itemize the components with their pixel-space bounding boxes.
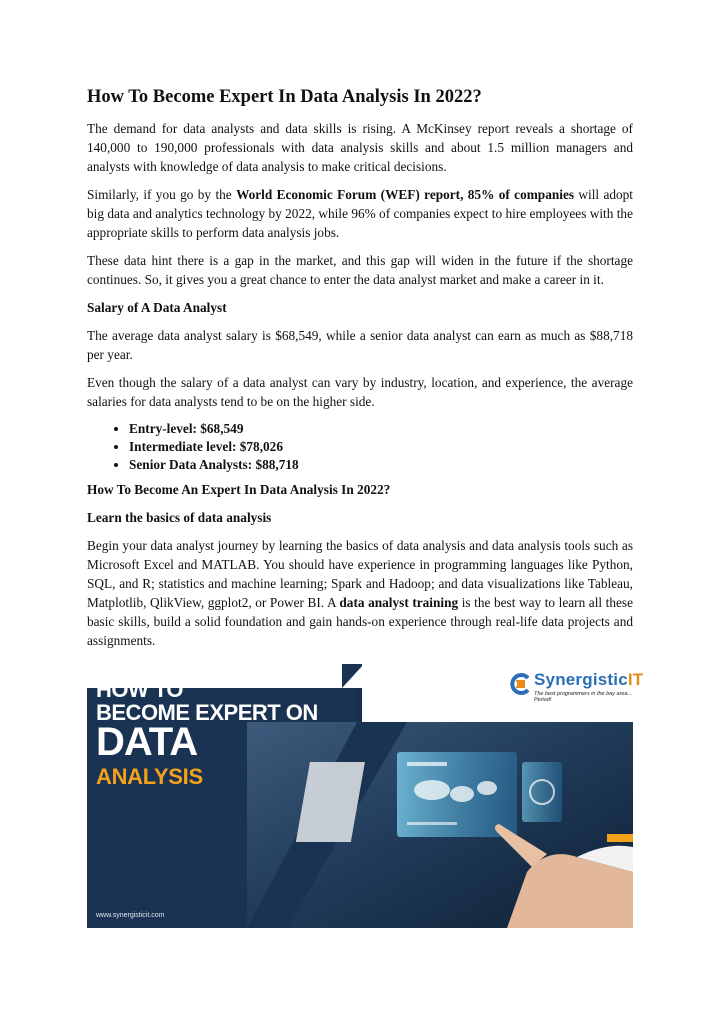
wef-report-bold: World Economic Forum (WEF) report, 85% of companies [236, 187, 575, 203]
banner-line-4: ANALYSIS [96, 764, 203, 789]
banner-line-1: HOW TO [96, 677, 184, 702]
document-body [87, 86, 633, 659]
data-analyst-training-bold: data analyst training [339, 595, 459, 611]
intro-paragraph-2 [87, 185, 633, 242]
salary-paragraph-1: The average data analyst salary is $68,549, while a senior data analyst can earn as much as $88,718 per year. [87, 328, 633, 363]
logo-it: IT [627, 670, 644, 689]
banner-url: www.synergisticit.com [96, 912, 165, 919]
list-item: • Intermediate level: $78,026 [129, 438, 633, 456]
logo-area [362, 664, 644, 722]
basics-subheading: Learn the basics of data analysis [87, 510, 272, 526]
salary-heading: Salary of A Data Analyst [87, 300, 227, 316]
logo-wordmark [534, 670, 643, 690]
page-title: How To Become Expert In Data Analysis In 2022? [87, 87, 482, 107]
list-item: • Entry-level: $68,549 [129, 420, 633, 438]
banner-image [87, 664, 644, 928]
basics-text-end: is the best way to learn all these basic skills, build a solid foundation and gain hands-on experience through real-life data projects and assignments. [87, 595, 633, 649]
intro-paragraph-3: These data hint there is a gap in the market, and this gap will widen in the future if the shortage continues. So, it gives you a great chance to enter the data analyst market and make a career in it. [87, 253, 633, 288]
salary-paragraph-2: Even though the salary of a data analyst can vary by industry, location, and experience, the average salaries for data analysts tend to be on the higher side. [87, 375, 633, 410]
orange-accent-strip [607, 834, 633, 842]
list-item: • Senior Data Analysts: $88,718 [129, 456, 633, 474]
logo-tagline: The best programmers in the bay area... Period! [534, 691, 633, 703]
salary-list [87, 420, 633, 474]
hand-touchscreen-illustration [247, 722, 633, 928]
basics-text: Begin your data analyst journey by learning the basics of data analysis and data analysis tools such as Microsoft Excel and MATLAB. You should have experience in programming languages like Python, SQL, and R; statistics and machine learning; Spark and Hadoop; and data visualizations like Tableau, Matplotlib, QlikView, ggplot2, or Power BI. A [87, 538, 633, 611]
intro-paragraph-1: The demand for data analysts and data skills is rising. A McKinsey report reveals a shortage of 140,000 to 190,000 professionals with data analysis skills and about 1.5 million managers and analysts with knowledge of data analysis to make critical decisions. [87, 121, 633, 175]
banner-line-3: DATA [96, 720, 198, 764]
banner-line-2: BECOME EXPERT ON [96, 700, 318, 725]
banner-top-slant [342, 664, 364, 688]
intro-p2-text-end: will adopt big data and analytics technology by 2022, while 96% of companies expect to hire employees with the appropriate skills to perform data analysis jobs. [87, 187, 633, 241]
basics-paragraph [87, 536, 633, 650]
synergistic-logo-icon [508, 672, 532, 696]
how-heading: How To Become An Expert In Data Analysis In 2022? [87, 482, 391, 498]
intro-p2-text: Similarly, if you go by the [87, 187, 237, 203]
logo-syn: Synergistic [534, 670, 628, 689]
